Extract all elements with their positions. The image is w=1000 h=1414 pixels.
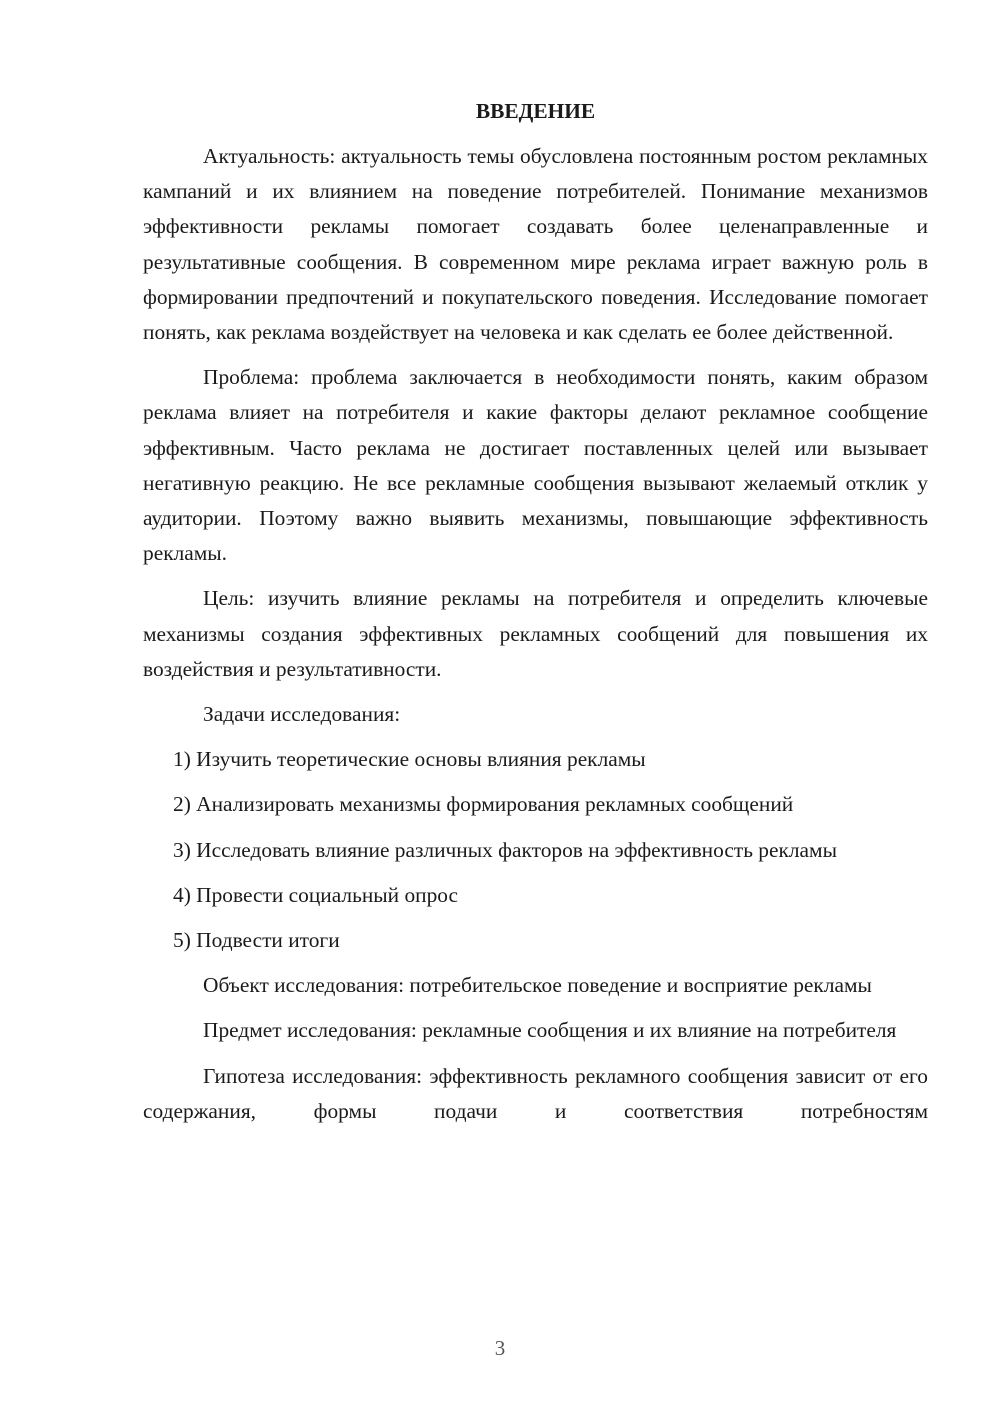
paragraph-subject: Предмет исследования: рекламные сообщения и их влияние на потребителя — [203, 1018, 897, 1043]
paragraph-goal: Цель: изучить влияние рекламы на потребителя и определить ключевые механизмы создания эффективных рекламных сообщений для повышения их воздействия и результативности. — [143, 586, 928, 681]
paragraph-object: Объект исследования: потребительское поведение и восприятие рекламы — [203, 973, 872, 998]
paragraph-hypothesis: Гипотеза исследования: эффективность рекламного сообщения зависит от его содержания, формы подачи и соответствия потребностям — [143, 1063, 928, 1123]
task-item-1: 1) Изучить теоретические основы влияния рекламы — [173, 747, 646, 772]
paragraph-tasks-heading: Задачи исследования: — [203, 702, 401, 727]
task-item-2: 2) Анализировать механизмы формирования рекламных сообщений — [173, 792, 794, 817]
task-item-5: 5) Подвести итоги — [173, 928, 340, 953]
paragraph-problem: Проблема: проблема заключается в необходимости понять, каким образом реклама влияет на потребителя и какие факторы делают рекламное сообщение эффективным. Часто реклама не достигает поставленных целей или вызывает негативную реакцию. Не все рекламные сообщения вызывают желаемый отклик у аудитории. Поэтому важно выявить механизмы, повышающие эффективность рекламы. — [143, 365, 928, 566]
task-item-3: 3) Исследовать влияние различных факторов на эффективность рекламы — [173, 837, 837, 862]
document-body — [143, 94, 928, 1129]
task-item-4: 4) Провести социальный опрос — [173, 882, 459, 907]
section-title: ВВЕДЕНИЕ — [475, 99, 596, 123]
paragraph-relevance: Актуальность: актуальность темы обусловлена постоянным ростом рекламных кампаний и их влиянием на поведение потребителей. Понимание механизмов эффективности рекламы помогает создавать более целенаправленные и результативные сообщения. В современном мире реклама играет важную роль в формировании предпочтений и покупательского поведения. Исследование помогает понять, как реклама воздействует на человека и как сделать ее более действенной. — [143, 144, 928, 345]
page-number: 3 — [494, 1336, 506, 1360]
